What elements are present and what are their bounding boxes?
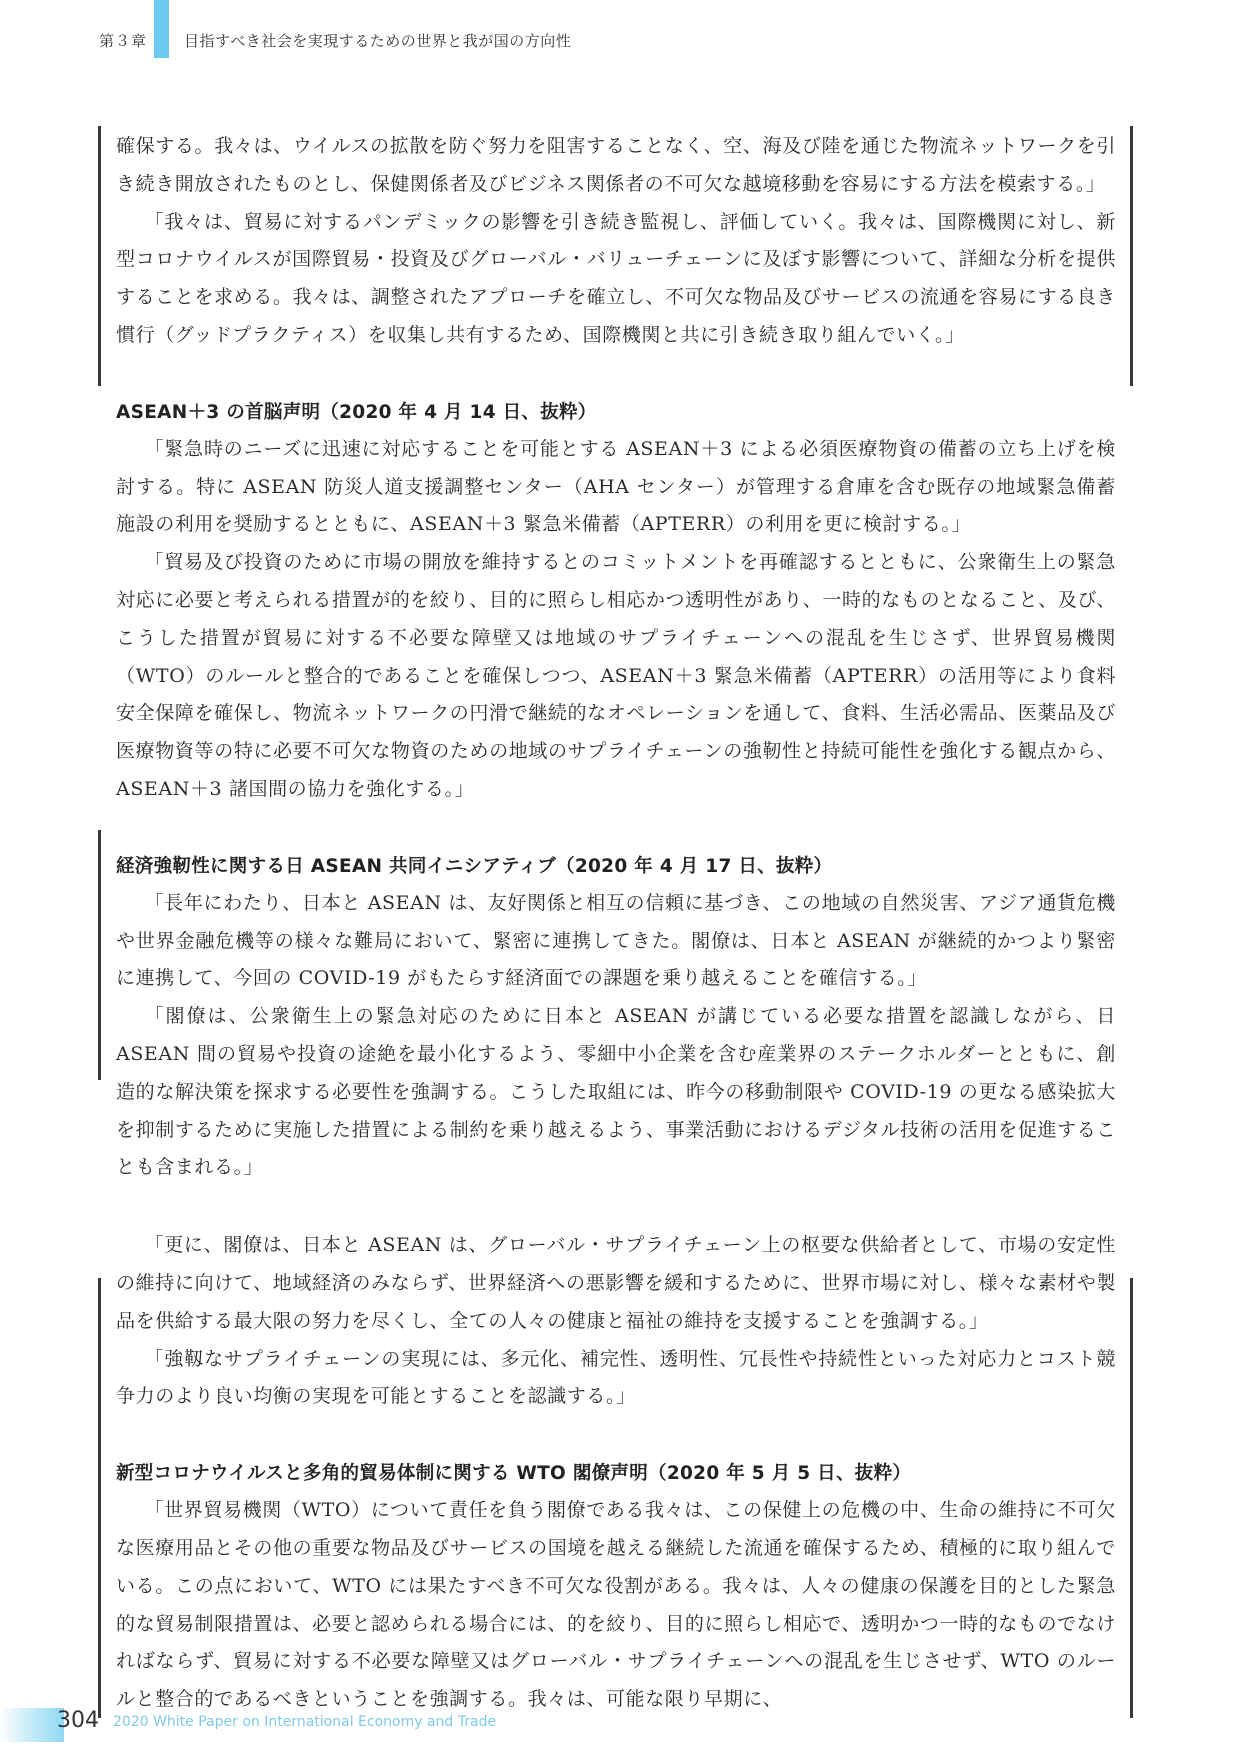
section-title-japan-asean: 経済強靭性に関する日 ASEAN 共同イニシアティブ（2020 年 4 月 17 日、抜粋） [116, 855, 833, 877]
paragraph: 「世界貿易機関（WTO）について責任を負う閣僚である我々は、この保健上の危機の中、生命の維持に不可欠な医療用品とその他の重要な物品及びサービスの国境を越える継続した流通を確保するため、積極的に取り組んでいる。この点において、WTO には果たすべき不可欠な役割がある。我々は、人々の健康の保護を目的とした緊急的な貿易制限措置は、必要と認められる場合には、的を絞り、目的に照らし相応で、透明かつ一時的なものでなければならず、貿易に対する不必要な障壁又はグローバル・サプライチェーンへの混乱を生じさせず、WTO のルールと整合的であるべきということを強調する。我々は、可能な限り早期に、 [116, 1499, 1116, 1711]
paragraph: 「緊急時のニーズに迅速に対応することを可能とする ASEAN＋3 による必須医療物資の備蓄の立ち上げを検討する。特に ASEAN 防災人道支援調整センター（AHA センター）が管理する倉庫を含む既存の地域緊急備蓄施設の利用を奨励するとともに、ASEAN＋3 緊急米備蓄（APTERR）の利用を更に検討する。」 [116, 437, 1116, 536]
spacer [116, 355, 1116, 395]
spacer [116, 1416, 1116, 1456]
page-number: 304 [57, 1708, 99, 1733]
chapter-title: 目指すべき社会を実現するための世界と我が国の方向性 [184, 32, 572, 50]
paragraph: 確保する。我々は、ウイルスの拡散を防ぐ努力を阻害することなく、空、海及び陸を通じた物流ネットワークを引き続き開放されたものとし、保健関係者及びビジネス関係者の不可欠な越境移動を容易にする方法を模索する。」 [116, 135, 1116, 195]
box-rule-left-3 [98, 1278, 101, 1718]
spacer [116, 809, 1116, 849]
page-header [0, 0, 1241, 66]
publication-title: 2020 White Paper on International Economy and Trade [113, 1714, 497, 1730]
chapter-label: 第３章 [99, 32, 148, 50]
paragraph: 「閣僚は、公衆衛生上の緊急対応のために日本と ASEAN が講じている必要な措置を認識しながら、日 ASEAN 間の貿易や投資の途絶を最小化するよう、零細中小企業を含む産業界のステークホルダーとともに、創造的な解決策を探求する必要性を強調する。こうした取組には、昨今の移動制限や COVID-19 の更なる感染拡大を抑制するために実施した措置による制約を乗り越えるよう、事業活動におけるデジタル技術の活用を促進することも含まれる。」 [116, 1005, 1116, 1179]
footer-accent-band [0, 1708, 64, 1742]
box-rule-left-1 [98, 126, 101, 386]
paragraph: 「更に、閣僚は、日本と ASEAN は、グローバル・サプライチェーン上の枢要な供給者として、市場の安定性の維持に向けて、地域経済のみならず、世界経済への悪影響を緩和するために、世界市場に対し、様々な素材や製品を供給する最大限の努力を尽くし、全ての人々の健康と福祉の維持を支援することを強調する。」 [116, 1234, 1116, 1332]
box-rule-left-2 [98, 830, 101, 1080]
section-title-wto: 新型コロナウイルスと多角的貿易体制に関する WTO 閣僚声明（2020 年 5 月 5 日、抜粋） [116, 1463, 912, 1485]
paragraph: 「長年にわたり、日本と ASEAN は、友好関係と相互の信頼に基づき、この地域の自然災害、アジア通貨危機や世界金融危機等の様々な難局において、緊密に連携してきた。閣僚は、日本と ASEAN が継続的かつより緊密に連携して、今回の COVID-19 がもたらす経済面での課題を乗り越えることを確信する。」 [116, 891, 1116, 990]
chapter-accent-bar [154, 0, 169, 58]
paragraph: 「我々は、貿易に対するパンデミックの影響を引き続き監視し、評価していく。我々は、国際機関に対し、新型コロナウイルスが国際貿易・投資及びグローバル・バリューチェーンに及ぼす影響について、詳細な分析を提供することを求める。我々は、調整されたアプローチを確立し、不可欠な物品及びサービスの流通を容易にする良き慣行（グッドプラクティス）を収集し共有するため、国際機関と共に引き続き取り組んでいく。」 [116, 210, 1116, 346]
section-title-asean3: ASEAN＋3 の首脳声明（2020 年 4 月 14 日、抜粋） [116, 401, 597, 423]
paragraph: 「貿易及び投資のために市場の開放を維持するとのコミットメントを再確認するとともに、公衆衛生上の緊急対応に必要と考えられる措置が的を絞り、目的に照らし相応かつ透明性があり、一時的なものとなること、及び、こうした措置が貿易に対する不必要な障壁又は地域のサプライチェーンへの混乱を生じさず、世界貿易機関（WTO）のルールと整合的であることを確保しつつ、ASEAN＋3 緊急米備蓄（APTERR）の活用等により食料安全保障を確保し、物流ネットワークの円滑で継続的なオペレーションを通して、食料、生活必需品、医薬品及び医療物資等の特に必要不可欠な物資のための地域のサプライチェーンの強靭性と持続可能性を強化する観点から、ASEAN＋3 諸国間の協力を強化する。」 [116, 551, 1116, 800]
box-rule-right-3 [1130, 1278, 1133, 1718]
page-content [116, 128, 1116, 1719]
box-rule-right-1 [1130, 126, 1133, 386]
spacer [116, 1187, 1116, 1227]
paragraph: 「強靱なサプライチェーンの実現には、多元化、補完性、透明性、冗長性や持続性といった対応力とコスト競争力のより良い均衡の実現を可能とすることを認識する。」 [116, 1347, 1116, 1408]
